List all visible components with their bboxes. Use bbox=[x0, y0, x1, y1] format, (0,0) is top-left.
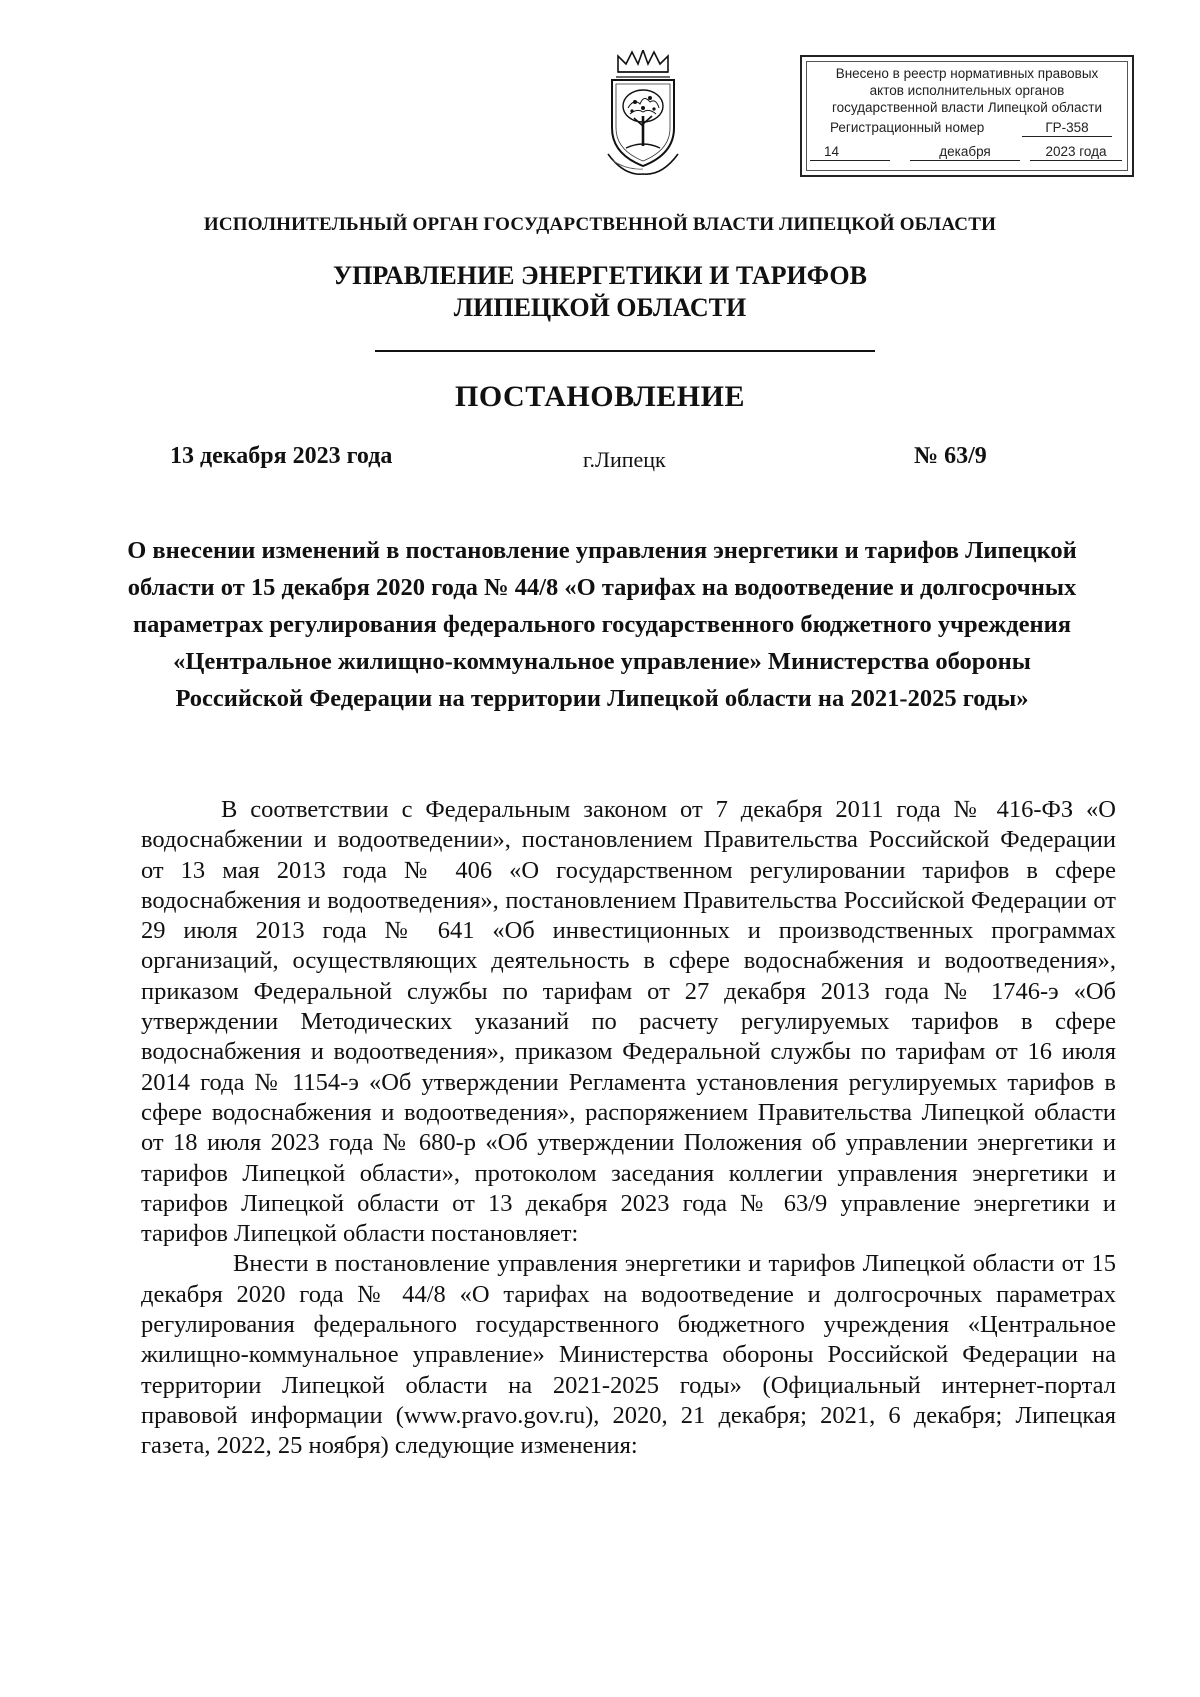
department-name-line-2: ЛИПЕЦКОЙ ОБЛАСТИ bbox=[453, 293, 747, 322]
body-paragraph-2: Внести в постановление управления энергетики и тарифов Липецкой области от 15 декабря 2020 года № 44/8 «О тарифах на водоотведение и долгосрочных параметрах регулирования федерального государственного бюджетного учреждения «Центральное жилищно-коммунальное управление» Министерства обороны Российской Федерации на территории Липецкой области на 2021-2025 годы» (Официальный интернет-портал правовой информации (www.pravo.gov.ru), 2020, 21 декабря; 2021, 6 декабря; Липецкая газета, 2022, 25 ноября) следующие изменения: bbox=[141, 1250, 1116, 1460]
stamp-date-month: декабря bbox=[910, 143, 1020, 161]
document-date: 13 декабря 2023 года bbox=[170, 443, 393, 469]
header-divider bbox=[375, 350, 875, 352]
document-number: № 63/9 bbox=[914, 443, 987, 469]
document-type: ПОСТАНОВЛЕНИЕ bbox=[455, 380, 745, 413]
issuing-authority: ИСПОЛНИТЕЛЬНЫЙ ОРГАН ГОСУДАРСТВЕННОЙ ВЛАСТИ ЛИПЕЦКОЙ ОБЛАСТИ bbox=[203, 214, 997, 235]
registry-stamp bbox=[800, 55, 1134, 177]
department-name bbox=[0, 260, 1200, 324]
coat-of-arms-icon bbox=[604, 50, 682, 178]
stamp-reg-label: Регистрационный номер bbox=[830, 120, 985, 135]
department-name-line-1: УПРАВЛЕНИЕ ЭНЕРГЕТИКИ И ТАРИФОВ bbox=[333, 261, 867, 290]
document-city: г.Липецк bbox=[583, 447, 666, 472]
body-paragraph-1: В соответствии с Федеральным законом от 7 декабря 2011 года № 416-ФЗ «О водоснабжении и водоотведении», постановлением Правительства Российской Федерации от 13 мая 2013 года № 406 «О государственном регулировании тарифов в сфере водоснабжения и водоотведения», постановлением Правительства Российской Федерации от 29 июля 2013 года № 641 «Об инвестиционных и производственных программах организаций, осуществляющих деятельность в сфере водоснабжения и водоотведения», приказом Федеральной службы по тарифам от 27 декабря 2013 года № 1746-э «Об утверждении Методических указаний по расчету регулируемых тарифов в сфере водоснабжения и водоотведения», приказом Федеральной службы по тарифам от 16 июля 2014 года № 1154-э «Об утверждении Регламента установления регулируемых тарифов в сфере водоснабжения и водоотведения», распоряжением Правительства Липецкой области от 18 июля 2023 года № 680-р «Об утверждении Положения об управлении энергетики и тарифов Липецкой области», протоколом заседания коллегии управления энергетики и тарифов Липецкой области от 13 декабря 2023 года № 63/9 управление энергетики и тарифов Липецкой области постановляет: bbox=[141, 796, 1116, 1248]
stamp-date-year: 2023 года bbox=[1030, 143, 1122, 161]
stamp-line-2: актов исполнительных органов bbox=[869, 83, 1065, 98]
stamp-line-3: государственной власти Липецкой области bbox=[831, 100, 1103, 115]
stamp-reg-number: ГР-358 bbox=[1022, 119, 1112, 137]
document-body bbox=[141, 795, 1116, 1462]
document-subject: О внесении изменений в постановление управления энергетики и тарифов Липецкой области от 15 декабря 2020 года № 44/8 «О тарифах на водоотведение и долгосрочных параметрах регулирования федерального государственного бюджетного учреждения «Центральное жилищно-коммунальное управление» Министерства обороны Российской Федерации на территории Липецкой области на 2021-2025 годы» bbox=[127, 537, 1077, 712]
stamp-date-day: 14 bbox=[810, 143, 890, 161]
stamp-line-1: Внесено в реестр нормативных правовых bbox=[835, 66, 1099, 81]
